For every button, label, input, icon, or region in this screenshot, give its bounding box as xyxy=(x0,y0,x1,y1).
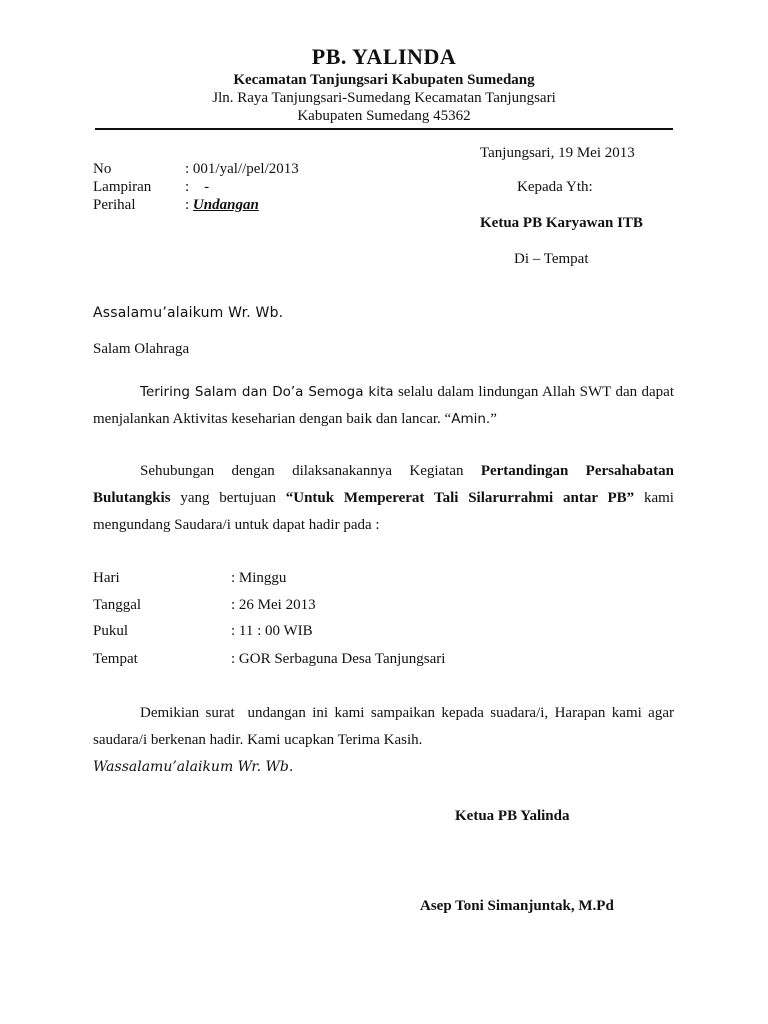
detail-value-hari: : Minggu xyxy=(231,570,287,586)
detail-value-pukul: : 11 : 00 WIB xyxy=(231,623,313,639)
opening-salam: Assalamu’alaikum Wr. Wb. xyxy=(93,305,284,321)
paragraph-purpose-part1: Sehubungan dengan dilaksanakannya Kegiatan xyxy=(140,463,481,479)
detail-value-tanggal: : 26 Mei 2013 xyxy=(231,597,316,613)
paragraph-closing-text: Demikian surat undangan ini kami sampaikan kepada suadara/i, Harapan kami agar saudara/i berkenan hadir. Kami ucapkan Terima Kasih. xyxy=(93,705,678,748)
address-line-2: Kabupaten Sumedang 45362 xyxy=(297,108,471,124)
salam-olahraga: Salam Olahraga xyxy=(93,341,190,357)
paragraph-purpose-part2: yang bertujuan xyxy=(170,490,286,506)
address-line-1: Jln. Raya Tanjungsari-Sumedang Kecamatan Tanjungsari xyxy=(212,90,556,106)
paragraph-opening xyxy=(93,379,674,433)
meta-label-lampiran: Lampiran xyxy=(93,179,152,195)
detail-label-tempat: Tempat xyxy=(93,651,138,667)
detail-label-hari: Hari xyxy=(93,570,120,586)
signature-name: Asep Toni Simanjuntak, M.Pd xyxy=(420,898,614,914)
paragraph-opening-amin: Amin. xyxy=(451,411,491,427)
paragraph-opening-part2: selalu dalam lindungan Allah SWT dan dapat menjalankan Aktivitas keseharian dengan baik dan lancar. “ xyxy=(93,384,674,427)
organization-name: PB. YALINDA xyxy=(311,44,457,69)
detail-label-tanggal: Tanggal xyxy=(93,597,142,613)
paragraph-opening-part4: ” xyxy=(490,411,497,427)
paragraph-opening-part1: Teriring Salam dan Do’a Semoga kita xyxy=(140,384,394,400)
meta-value-perihal xyxy=(185,197,259,214)
signature-title: Ketua PB Yalinda xyxy=(455,808,570,824)
paragraph-purpose xyxy=(93,458,674,539)
organization-district: Kecamatan Tanjungsari Kabupaten Sumedang xyxy=(233,72,535,88)
meta-value-no: : 001/yal//pel/2013 xyxy=(185,161,299,177)
recipient-location: Di – Tempat xyxy=(514,251,589,267)
letterhead-divider xyxy=(95,128,673,130)
subject-text: Undangan xyxy=(192,197,259,213)
meta-label-perihal: Perihal xyxy=(93,197,136,213)
paragraph-purpose-part3: kami mengundang Saudara/i untuk dapat hadir pada : xyxy=(93,490,674,533)
recipient-name: Ketua PB Karyawan ITB xyxy=(480,215,643,231)
detail-label-pukul: Pukul xyxy=(93,623,129,639)
detail-value-tempat: : GOR Serbaguna Desa Tanjungsari xyxy=(231,651,446,667)
paragraph-closing xyxy=(93,700,678,754)
event-name: Pertandingan Persahabatan Bulutangkis xyxy=(93,463,674,506)
meta-label-no: No xyxy=(93,161,112,177)
closing-salam: Wassalamu’alaikum Wr. Wb. xyxy=(93,759,294,775)
place-date: Tanjungsari, 19 Mei 2013 xyxy=(480,145,635,161)
meta-separator: : xyxy=(185,197,193,213)
meta-value-lampiran: : - xyxy=(185,179,210,195)
event-purpose: “Untuk Mempererat Tali Silarurrahmi antar PB” xyxy=(285,490,635,506)
recipient-greeting: Kepada Yth: xyxy=(517,179,593,195)
